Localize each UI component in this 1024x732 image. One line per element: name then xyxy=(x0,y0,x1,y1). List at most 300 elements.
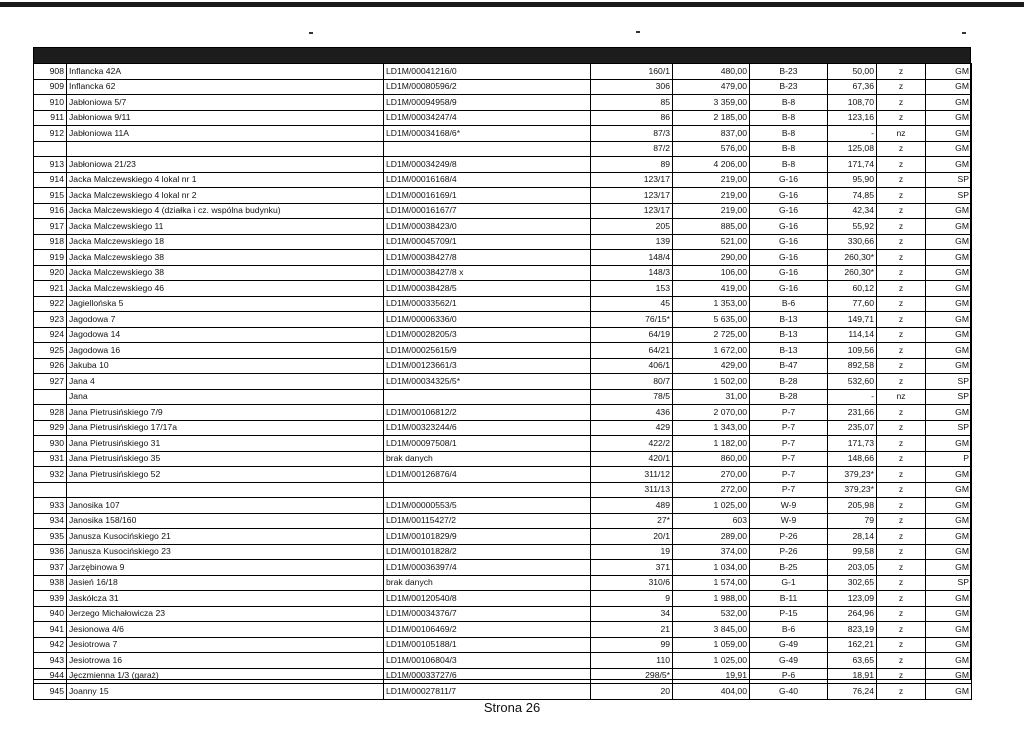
street-cell: Jacka Malczewskiego 18 xyxy=(67,234,384,250)
area-cell: 19,91 xyxy=(673,668,750,684)
zone-cell: G-16 xyxy=(750,234,828,250)
type-cell: GM xyxy=(926,343,972,359)
plot-cell: 110 xyxy=(591,653,673,669)
flag-cell: z xyxy=(877,637,926,653)
zone-cell: G-16 xyxy=(750,265,828,281)
table-row xyxy=(34,405,972,421)
land-register-cell: LD1M/00041216/0 xyxy=(384,64,591,80)
land-register-cell xyxy=(384,141,591,157)
area-cell: 219,00 xyxy=(673,172,750,188)
type-cell: SP xyxy=(926,188,972,204)
zone-cell: B-23 xyxy=(750,79,828,95)
flag-cell: z xyxy=(877,467,926,483)
row-number-cell: 941 xyxy=(34,622,67,638)
table-row xyxy=(34,544,972,560)
land-register-cell: LD1M/00016168/4 xyxy=(384,172,591,188)
value-cell: 264,96 xyxy=(828,606,877,622)
zone-cell: G-1 xyxy=(750,575,828,591)
area-cell: 290,00 xyxy=(673,250,750,266)
plot-cell: 123/17 xyxy=(591,172,673,188)
plot-cell: 148/4 xyxy=(591,250,673,266)
zone-cell: W-9 xyxy=(750,513,828,529)
area-cell: 532,00 xyxy=(673,606,750,622)
zone-cell: G-16 xyxy=(750,172,828,188)
value-cell: 171,74 xyxy=(828,157,877,173)
plot-cell: 420/1 xyxy=(591,451,673,467)
table-row xyxy=(34,467,972,483)
zone-cell: P-7 xyxy=(750,482,828,498)
table-row xyxy=(34,451,972,467)
zone-cell: G-16 xyxy=(750,203,828,219)
value-cell: 99,58 xyxy=(828,544,877,560)
row-number-cell: 936 xyxy=(34,544,67,560)
type-cell: GM xyxy=(926,467,972,483)
table-row xyxy=(34,327,972,343)
street-cell: Jabłoniowa 21/23 xyxy=(67,157,384,173)
row-number-cell: 913 xyxy=(34,157,67,173)
area-cell: 5 635,00 xyxy=(673,312,750,328)
area-cell: 1 502,00 xyxy=(673,374,750,390)
table-row xyxy=(34,312,972,328)
row-number-cell: 925 xyxy=(34,343,67,359)
land-register-cell: LD1M/00038428/5 xyxy=(384,281,591,297)
plot-cell: 86 xyxy=(591,110,673,126)
street-cell: Janusza Kusocińskiego 21 xyxy=(67,529,384,545)
value-cell: 302,65 xyxy=(828,575,877,591)
table-row xyxy=(34,250,972,266)
value-cell: 108,70 xyxy=(828,95,877,111)
plot-cell: 87/3 xyxy=(591,126,673,142)
area-cell: 219,00 xyxy=(673,188,750,204)
flag-cell: z xyxy=(877,327,926,343)
plot-cell: 489 xyxy=(591,498,673,514)
table-row xyxy=(34,64,972,80)
area-cell: 837,00 xyxy=(673,126,750,142)
type-cell: GM xyxy=(926,436,972,452)
scan-speck xyxy=(636,31,640,33)
plot-cell: 406/1 xyxy=(591,358,673,374)
type-cell: GM xyxy=(926,219,972,235)
value-cell: 823,19 xyxy=(828,622,877,638)
table-row xyxy=(34,513,972,529)
value-cell: 95,90 xyxy=(828,172,877,188)
area-cell: 272,00 xyxy=(673,482,750,498)
table-row xyxy=(34,219,972,235)
type-cell: GM xyxy=(926,482,972,498)
zone-cell: B-13 xyxy=(750,327,828,343)
street-cell: Jacka Malczewskiego 38 xyxy=(67,250,384,266)
plot-cell: 298/5* xyxy=(591,668,673,684)
area-cell: 3 359,00 xyxy=(673,95,750,111)
land-register-cell: LD1M/00006336/0 xyxy=(384,312,591,328)
street-cell: Jana Pietrusińskiego 7/9 xyxy=(67,405,384,421)
land-register-cell: LD1M/00106804/3 xyxy=(384,653,591,669)
type-cell: GM xyxy=(926,95,972,111)
table-row xyxy=(34,110,972,126)
street-cell: Jacka Malczewskiego 46 xyxy=(67,281,384,297)
table-row xyxy=(34,188,972,204)
zone-cell: P-7 xyxy=(750,467,828,483)
table-row xyxy=(34,684,972,700)
property-register-table xyxy=(33,63,972,700)
area-cell: 1 343,00 xyxy=(673,420,750,436)
value-cell: 205,98 xyxy=(828,498,877,514)
type-cell: GM xyxy=(926,79,972,95)
table-row xyxy=(34,157,972,173)
zone-cell: B-47 xyxy=(750,358,828,374)
row-number-cell: 934 xyxy=(34,513,67,529)
area-cell: 479,00 xyxy=(673,79,750,95)
table-row xyxy=(34,653,972,669)
plot-cell: 429 xyxy=(591,420,673,436)
value-cell: 379,23* xyxy=(828,467,877,483)
plot-cell: 148/3 xyxy=(591,265,673,281)
land-register-cell: brak danych xyxy=(384,575,591,591)
zone-cell: B-25 xyxy=(750,560,828,576)
flag-cell: z xyxy=(877,203,926,219)
zone-cell: B-28 xyxy=(750,374,828,390)
row-number-cell: 927 xyxy=(34,374,67,390)
row-number-cell: 924 xyxy=(34,327,67,343)
row-number-cell: 923 xyxy=(34,312,67,328)
flag-cell: z xyxy=(877,219,926,235)
row-number-cell: 945 xyxy=(34,684,67,700)
area-cell: 429,00 xyxy=(673,358,750,374)
row-number-cell: 929 xyxy=(34,420,67,436)
row-number-cell: 918 xyxy=(34,234,67,250)
plot-cell: 306 xyxy=(591,79,673,95)
street-cell: Janosika 158/160 xyxy=(67,513,384,529)
table-row xyxy=(34,95,972,111)
type-cell: GM xyxy=(926,64,972,80)
street-cell: Jagodowa 14 xyxy=(67,327,384,343)
street-cell: Jakuba 10 xyxy=(67,358,384,374)
land-register-cell: LD1M/00028205/3 xyxy=(384,327,591,343)
plot-cell: 45 xyxy=(591,296,673,312)
zone-cell: B-13 xyxy=(750,312,828,328)
page-number: Strona 26 xyxy=(483,700,541,715)
area-cell: 1 025,00 xyxy=(673,498,750,514)
zone-cell: P-7 xyxy=(750,405,828,421)
type-cell: SP xyxy=(926,575,972,591)
row-number-cell: 911 xyxy=(34,110,67,126)
plot-cell: 160/1 xyxy=(591,64,673,80)
area-cell: 1 025,00 xyxy=(673,653,750,669)
area-cell: 219,00 xyxy=(673,203,750,219)
zone-cell: B-8 xyxy=(750,141,828,157)
plot-cell: 85 xyxy=(591,95,673,111)
zone-cell: G-16 xyxy=(750,250,828,266)
flag-cell: z xyxy=(877,482,926,498)
flag-cell: z xyxy=(877,405,926,421)
plot-cell: 9 xyxy=(591,591,673,607)
flag-cell: z xyxy=(877,374,926,390)
street-cell: Jacka Malczewskiego 4 (działka i cz. wspólna budynku) xyxy=(67,203,384,219)
row-number-cell: 940 xyxy=(34,606,67,622)
area-cell: 1 574,00 xyxy=(673,575,750,591)
table-row xyxy=(34,560,972,576)
plot-cell: 20 xyxy=(591,684,673,700)
flag-cell: nz xyxy=(877,126,926,142)
table-row xyxy=(34,343,972,359)
land-register-cell: LD1M/00034168/6* xyxy=(384,126,591,142)
table-row xyxy=(34,420,972,436)
row-number-cell xyxy=(34,141,67,157)
plot-cell: 78/5 xyxy=(591,389,673,405)
value-cell: 260,30* xyxy=(828,250,877,266)
land-register-cell: LD1M/00106812/2 xyxy=(384,405,591,421)
flag-cell: z xyxy=(877,157,926,173)
street-cell: Jacka Malczewskiego 4 lokal nr 1 xyxy=(67,172,384,188)
area-cell: 1 059,00 xyxy=(673,637,750,653)
land-register-cell: LD1M/00038423/0 xyxy=(384,219,591,235)
street-cell: Jagiellońska 5 xyxy=(67,296,384,312)
zone-cell: G-16 xyxy=(750,281,828,297)
land-register-cell: LD1M/00126876/4 xyxy=(384,467,591,483)
type-cell: GM xyxy=(926,126,972,142)
type-cell: GM xyxy=(926,606,972,622)
zone-cell: P-7 xyxy=(750,420,828,436)
row-number-cell: 938 xyxy=(34,575,67,591)
row-number-cell: 920 xyxy=(34,265,67,281)
street-cell: Jesiotrowa 7 xyxy=(67,637,384,653)
zone-cell: G-16 xyxy=(750,188,828,204)
type-cell: SP xyxy=(926,172,972,188)
flag-cell: z xyxy=(877,513,926,529)
type-cell: GM xyxy=(926,637,972,653)
land-register-cell: LD1M/00094958/9 xyxy=(384,95,591,111)
area-cell: 270,00 xyxy=(673,467,750,483)
value-cell: 79 xyxy=(828,513,877,529)
area-cell: 576,00 xyxy=(673,141,750,157)
flag-cell: z xyxy=(877,544,926,560)
table-row xyxy=(34,668,972,684)
street-cell: Jagodowa 16 xyxy=(67,343,384,359)
flag-cell: z xyxy=(877,110,926,126)
area-cell: 1 672,00 xyxy=(673,343,750,359)
area-cell: 2 185,00 xyxy=(673,110,750,126)
row-number-cell: 921 xyxy=(34,281,67,297)
value-cell: 18,91 xyxy=(828,668,877,684)
flag-cell: z xyxy=(877,296,926,312)
type-cell: GM xyxy=(926,358,972,374)
zone-cell: B-28 xyxy=(750,389,828,405)
flag-cell: z xyxy=(877,312,926,328)
type-cell: GM xyxy=(926,560,972,576)
table-row xyxy=(34,141,972,157)
street-cell: Jacka Malczewskiego 11 xyxy=(67,219,384,235)
street-cell xyxy=(67,482,384,498)
zone-cell: P-7 xyxy=(750,436,828,452)
zone-cell: P-26 xyxy=(750,529,828,545)
plot-cell: 123/17 xyxy=(591,188,673,204)
land-register-cell: LD1M/00097508/1 xyxy=(384,436,591,452)
area-cell: 860,00 xyxy=(673,451,750,467)
area-cell: 289,00 xyxy=(673,529,750,545)
land-register-cell xyxy=(384,389,591,405)
area-cell: 374,00 xyxy=(673,544,750,560)
row-number-cell: 910 xyxy=(34,95,67,111)
row-number-cell: 944 xyxy=(34,668,67,684)
plot-cell: 64/19 xyxy=(591,327,673,343)
value-cell: 149,71 xyxy=(828,312,877,328)
plot-cell: 34 xyxy=(591,606,673,622)
flag-cell: nz xyxy=(877,389,926,405)
type-cell: GM xyxy=(926,668,972,684)
type-cell: GM xyxy=(926,234,972,250)
land-register-cell: LD1M/00034325/5* xyxy=(384,374,591,390)
zone-cell: B-6 xyxy=(750,296,828,312)
value-cell: 231,66 xyxy=(828,405,877,421)
table-row xyxy=(34,637,972,653)
type-cell: GM xyxy=(926,653,972,669)
flag-cell: z xyxy=(877,265,926,281)
flag-cell: z xyxy=(877,172,926,188)
land-register-cell: LD1M/00036397/4 xyxy=(384,560,591,576)
plot-cell: 311/13 xyxy=(591,482,673,498)
area-cell: 3 845,00 xyxy=(673,622,750,638)
table-row xyxy=(34,358,972,374)
table-row xyxy=(34,498,972,514)
land-register-cell: LD1M/00101828/2 xyxy=(384,544,591,560)
flag-cell: z xyxy=(877,529,926,545)
street-cell: Jabłoniowa 9/11 xyxy=(67,110,384,126)
land-register-cell: LD1M/00034376/7 xyxy=(384,606,591,622)
type-cell: SP xyxy=(926,374,972,390)
value-cell: 148,66 xyxy=(828,451,877,467)
street-cell: Jesionowa 4/6 xyxy=(67,622,384,638)
row-number-cell: 932 xyxy=(34,467,67,483)
area-cell: 31,00 xyxy=(673,389,750,405)
street-cell: Jerzego Michałowicza 23 xyxy=(67,606,384,622)
plot-cell: 80/7 xyxy=(591,374,673,390)
street-cell: Janosika 107 xyxy=(67,498,384,514)
type-cell: GM xyxy=(926,250,972,266)
row-number-cell: 915 xyxy=(34,188,67,204)
area-cell: 885,00 xyxy=(673,219,750,235)
plot-cell: 89 xyxy=(591,157,673,173)
area-cell: 4 206,00 xyxy=(673,157,750,173)
scan-top-bar xyxy=(0,2,1024,7)
plot-cell: 436 xyxy=(591,405,673,421)
plot-cell: 64/21 xyxy=(591,343,673,359)
table-row xyxy=(34,622,972,638)
zone-cell: B-13 xyxy=(750,343,828,359)
row-number-cell: 914 xyxy=(34,172,67,188)
area-cell: 1 988,00 xyxy=(673,591,750,607)
type-cell: GM xyxy=(926,529,972,545)
area-cell: 2 725,00 xyxy=(673,327,750,343)
flag-cell: z xyxy=(877,234,926,250)
value-cell: 114,14 xyxy=(828,327,877,343)
zone-cell: B-23 xyxy=(750,64,828,80)
street-cell: Jana Pietrusińskiego 35 xyxy=(67,451,384,467)
land-register-cell: LD1M/00033727/6 xyxy=(384,668,591,684)
zone-cell: B-11 xyxy=(750,591,828,607)
value-cell: 260,30* xyxy=(828,265,877,281)
table-row xyxy=(34,79,972,95)
type-cell: GM xyxy=(926,141,972,157)
row-number-cell: 922 xyxy=(34,296,67,312)
plot-cell: 123/17 xyxy=(591,203,673,219)
land-register-cell: LD1M/00323244/6 xyxy=(384,420,591,436)
value-cell: 76,24 xyxy=(828,684,877,700)
value-cell: 125,08 xyxy=(828,141,877,157)
land-register-cell: LD1M/00120540/8 xyxy=(384,591,591,607)
plot-cell: 19 xyxy=(591,544,673,560)
type-cell: GM xyxy=(926,157,972,173)
value-cell: 42,34 xyxy=(828,203,877,219)
zone-cell: B-8 xyxy=(750,126,828,142)
area-cell: 2 070,00 xyxy=(673,405,750,421)
value-cell: 123,16 xyxy=(828,110,877,126)
flag-cell: z xyxy=(877,498,926,514)
row-number-cell: 939 xyxy=(34,591,67,607)
street-cell: Jarzębinowa 9 xyxy=(67,560,384,576)
row-number-cell: 917 xyxy=(34,219,67,235)
plot-cell: 310/6 xyxy=(591,575,673,591)
plot-cell: 21 xyxy=(591,622,673,638)
land-register-cell: LD1M/00000553/5 xyxy=(384,498,591,514)
table-row xyxy=(34,482,972,498)
value-cell: - xyxy=(828,126,877,142)
plot-cell: 139 xyxy=(591,234,673,250)
street-cell: Jasień 16/18 xyxy=(67,575,384,591)
area-cell: 1 034,00 xyxy=(673,560,750,576)
street-cell: Jacka Malczewskiego 38 xyxy=(67,265,384,281)
flag-cell: z xyxy=(877,420,926,436)
zone-cell: G-49 xyxy=(750,637,828,653)
street-cell: Jesiotrowa 16 xyxy=(67,653,384,669)
type-cell: SP xyxy=(926,420,972,436)
value-cell: 28,14 xyxy=(828,529,877,545)
type-cell: GM xyxy=(926,296,972,312)
street-cell: Jana Pietrusińskiego 31 xyxy=(67,436,384,452)
zone-cell: G-49 xyxy=(750,653,828,669)
value-cell: 55,92 xyxy=(828,219,877,235)
flag-cell: z xyxy=(877,188,926,204)
flag-cell: z xyxy=(877,684,926,700)
value-cell: 162,21 xyxy=(828,637,877,653)
plot-cell: 205 xyxy=(591,219,673,235)
row-number-cell: 942 xyxy=(34,637,67,653)
type-cell: GM xyxy=(926,312,972,328)
flag-cell: z xyxy=(877,560,926,576)
area-cell: 106,00 xyxy=(673,265,750,281)
street-cell: Jana 4 xyxy=(67,374,384,390)
value-cell: 60,12 xyxy=(828,281,877,297)
row-number-cell: 943 xyxy=(34,653,67,669)
land-register-cell: LD1M/00105188/1 xyxy=(384,637,591,653)
row-number-cell: 926 xyxy=(34,358,67,374)
area-cell: 603 xyxy=(673,513,750,529)
value-cell: 123,09 xyxy=(828,591,877,607)
row-number-cell: 919 xyxy=(34,250,67,266)
row-number-cell: 933 xyxy=(34,498,67,514)
flag-cell: z xyxy=(877,451,926,467)
type-cell: GM xyxy=(926,203,972,219)
land-register-cell: LD1M/00123661/3 xyxy=(384,358,591,374)
area-cell: 404,00 xyxy=(673,684,750,700)
value-cell: - xyxy=(828,389,877,405)
street-cell: Inflancka 42A xyxy=(67,64,384,80)
flag-cell: z xyxy=(877,606,926,622)
street-cell: Jabłoniowa 5/7 xyxy=(67,95,384,111)
zone-cell: P-15 xyxy=(750,606,828,622)
land-register-cell: LD1M/00101829/9 xyxy=(384,529,591,545)
value-cell: 74,85 xyxy=(828,188,877,204)
row-number-cell: 935 xyxy=(34,529,67,545)
